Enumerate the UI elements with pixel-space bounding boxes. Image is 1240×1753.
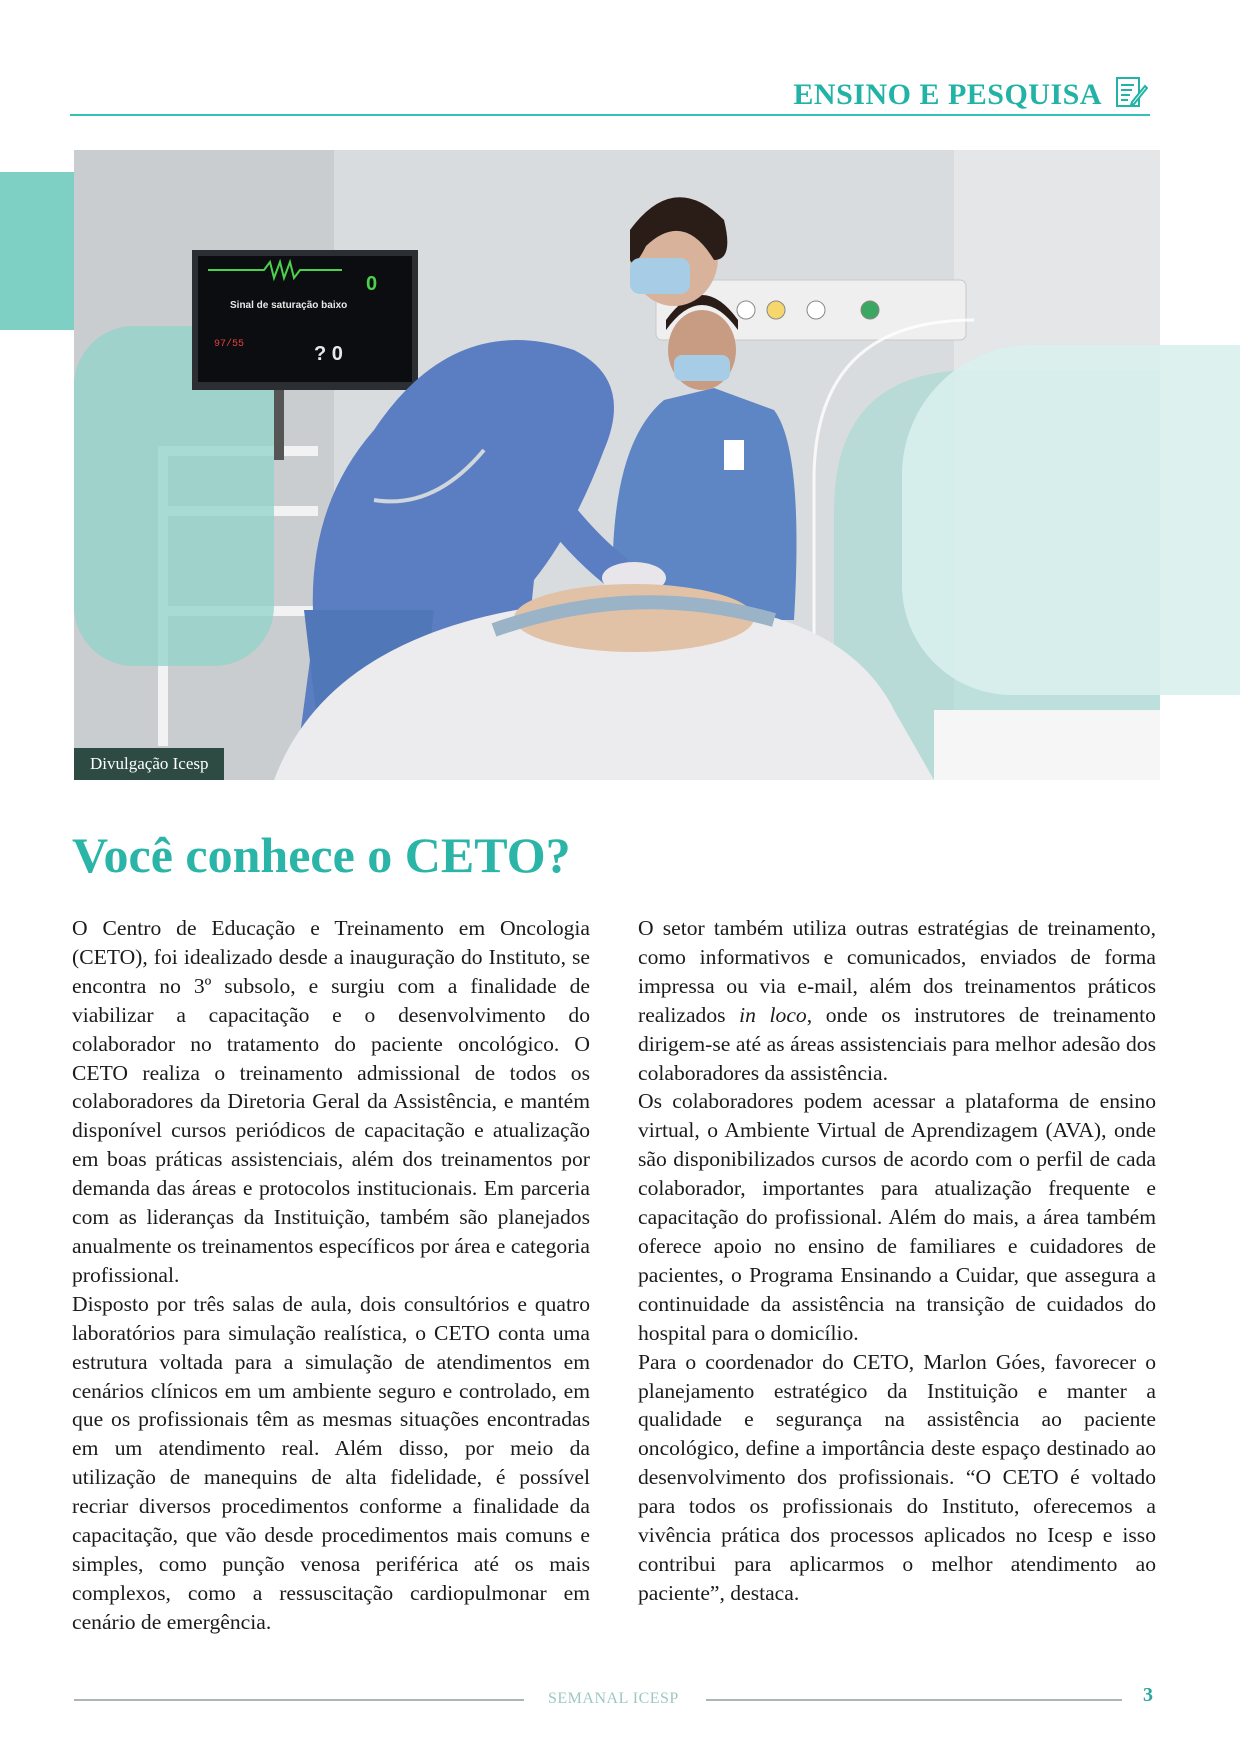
paragraph: Disposto por três salas de aula, dois consultórios e quatro laboratórios para simulação realística, o CETO conta uma estrutura voltada para a simulação de atendimentos em cenários clínicos em um ambiente seguro e controlado, em que os profissionais têm as mesmas situações encontradas em um atendimento real. Além disso, por meio da utilização de manequins de alta fidelidade, é possível recriar diversos procedimentos conforme a finalidade da capacitação, que vão desde procedimentos mais comuns e simples, como punção venosa periférica até os mais complexos, como a ressuscitação cardiopulmonar em cenário de emergência. bbox=[72, 1291, 590, 1634]
photo-credit: Divulgação Icesp bbox=[74, 748, 224, 780]
article-column-right bbox=[638, 914, 1156, 1608]
italic-term: in loco bbox=[739, 1002, 807, 1027]
svg-text:? 0: ? 0 bbox=[314, 343, 343, 365]
page-header bbox=[70, 70, 1150, 116]
publication-name: SEMANAL ICESP bbox=[548, 1690, 679, 1707]
paragraph: Para o coordenador do CETO, Marlon Góes, favorecer o planejamento estratégico da Instituição e manter a qualidade e segurança na assistência ao paciente oncológico, define a importância deste espaço destinado ao desenvolvimento dos profissionais. “O CETO é voltado para todos os profissionais do Instituto, oferecemos a vivência prática dos processos aplicados no Icesp e isso contribui para aplicarmos o melhor atendimento ao paciente”, destaca. bbox=[638, 1349, 1156, 1605]
page-number: 3 bbox=[1143, 1684, 1153, 1706]
monitor-alert-text: Sinal de saturação baixo bbox=[230, 300, 348, 311]
edit-document-icon bbox=[1112, 74, 1148, 110]
paragraph-text: , onde os instrutores de treinamento dirigem-se até as áreas assistenciais para melhor adesão dos colaboradores da assistência. bbox=[638, 1002, 1156, 1085]
header-rule bbox=[70, 114, 1150, 116]
svg-text:0: 0 bbox=[366, 273, 378, 295]
svg-text:97/55: 97/55 bbox=[214, 339, 245, 350]
decorative-teal-shape-right bbox=[902, 345, 1240, 695]
paragraph: Os colaboradores podem acessar a plataforma de ensino virtual, o Ambiente Virtual de Aprendizagem (AVA), onde são disponibilizados cursos de acordo com o perfil de cada colaborador, importantes para atualização frequente e capacitação do profissional. Além do mais, a área também oferece apoio no ensino de familiares e cuidadores de pacientes, o Programa Ensinando a Cuidar, que assegura a continuidade da assistência na transição de cuidados do hospital para o domicílio. bbox=[638, 1089, 1156, 1345]
article-column-left bbox=[72, 914, 590, 1637]
paragraph-text: O setor também utiliza outras estratégias de treinamento, como informativos e comunicados, enviados de forma impressa ou via e-mail, além dos treinamentos práticos realizados bbox=[638, 916, 1156, 1027]
footer-rule-right bbox=[706, 1699, 1122, 1701]
paragraph: O Centro de Educação e Treinamento em Oncologia (CETO), foi idealizado desde a inauguração do Instituto, se encontra no 3º subsolo, e surgiu com a finalidade de viabilizar a capacitação e o desenvolvimento do colaborador no tratamento do paciente oncológico. O CETO realiza o treinamento admissional de todos os colaboradores da Diretoria Geral da Assistência, e mantém disponível cursos periódicos de capacitação e atualização em boas práticas assistenciais, além dos treinamentos por demanda das áreas e protocolos institucionais. Em parceria com as lideranças da Instituição, também são planejados anualmente os treinamentos específicos por área e categoria profissional. bbox=[72, 916, 590, 1287]
article-title: Você conhece o CETO? bbox=[72, 827, 571, 883]
paragraph bbox=[638, 914, 1156, 1087]
footer-rule-left bbox=[74, 1699, 524, 1701]
section-title: ENSINO E PESQUISA bbox=[793, 78, 1102, 111]
